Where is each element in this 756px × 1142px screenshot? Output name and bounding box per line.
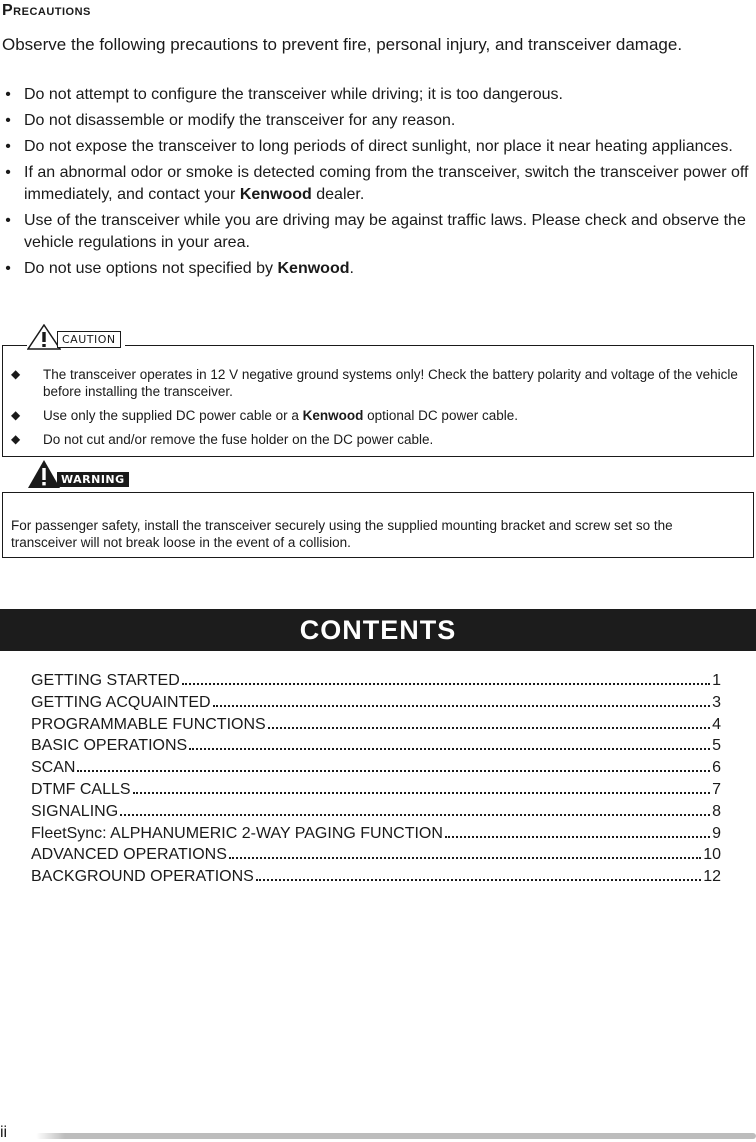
toc-entry-page: 8 xyxy=(712,802,721,820)
toc-entry-page: 9 xyxy=(712,824,721,842)
contents-title: CONTENTS xyxy=(0,609,756,651)
bullet-icon: • xyxy=(5,164,11,181)
toc-entry[interactable] xyxy=(31,844,721,866)
caution-label: CAUTION xyxy=(57,331,121,348)
toc-entry-page: 3 xyxy=(712,693,721,711)
table-of-contents xyxy=(31,670,721,888)
item-text: If an abnormal odor or smoke is detected coming from the transceiver, switch the transceiver power off immediately, and contact your xyxy=(24,164,749,203)
dot-leader xyxy=(445,835,710,838)
toc-entry-title: BASIC OPERATIONS xyxy=(31,737,188,755)
toc-entry-title: SIGNALING xyxy=(31,802,119,820)
bullet-icon: • xyxy=(5,212,11,229)
warning-text: For passenger safety, install the transceiver securely using the supplied mounting bracket and screw set so the transceiver will not break loose in the event of a collision. xyxy=(11,518,673,550)
precautions-heading: Precautions xyxy=(2,2,91,19)
precaution-item xyxy=(2,136,754,158)
item-text: Do not disassemble or modify the transceiver for any reason. xyxy=(24,112,456,129)
brand-name: Kenwood xyxy=(302,408,364,423)
bullet-icon: • xyxy=(5,138,11,155)
toc-entry-title: ADVANCED OPERATIONS xyxy=(31,846,227,864)
exclamation-triangle-icon xyxy=(27,324,61,350)
warning-tag xyxy=(27,463,133,489)
toc-entry[interactable] xyxy=(31,801,721,823)
toc-entry[interactable] xyxy=(31,757,721,779)
item-text: Use only the supplied DC power cable or a xyxy=(43,408,303,423)
bullet-icon: • xyxy=(5,260,11,277)
item-text: Do not expose the transceiver to long periods of direct sunlight, nor place it near heating appliances. xyxy=(24,138,733,155)
page-number: ii xyxy=(0,1124,8,1141)
exclamation-triangle-icon xyxy=(27,459,61,489)
precaution-item xyxy=(2,110,754,132)
toc-entry-page: 1 xyxy=(712,672,721,689)
toc-entry-title: DTMF CALLS xyxy=(31,780,131,798)
dot-leader xyxy=(229,856,701,859)
dot-leader xyxy=(182,682,710,685)
toc-entry[interactable] xyxy=(31,714,721,736)
diamond-bullet-icon: ◆ xyxy=(11,367,21,381)
caution-tag xyxy=(27,324,125,350)
item-text: Use of the transceiver while you are driving may be against traffic laws. Please check and observe the vehicle regulations in your area. xyxy=(24,212,746,251)
dot-leader xyxy=(77,769,710,772)
diamond-bullet-icon: ◆ xyxy=(11,408,21,422)
toc-entry[interactable] xyxy=(31,823,721,845)
item-text: . xyxy=(349,260,354,277)
bullet-icon: • xyxy=(5,86,11,103)
toc-entry[interactable] xyxy=(31,779,721,801)
toc-entry[interactable] xyxy=(31,735,721,757)
toc-entry[interactable] xyxy=(31,670,721,692)
toc-entry-page: 5 xyxy=(712,737,721,755)
dot-leader xyxy=(268,726,710,729)
warning-box xyxy=(2,473,754,558)
precaution-item xyxy=(2,210,754,254)
dot-leader xyxy=(133,791,711,794)
precaution-item xyxy=(2,84,754,106)
toc-entry-title: GETTING ACQUAINTED xyxy=(31,693,211,711)
dot-leader xyxy=(213,704,711,707)
dot-leader xyxy=(256,878,701,881)
item-text: Do not use options not specified by xyxy=(24,260,278,277)
diamond-bullet-icon: ◆ xyxy=(11,432,21,446)
caution-item xyxy=(11,407,745,424)
item-text: The transceiver operates in 12 V negative ground systems only! Check the battery polarity and voltage of the vehicle before installing the transceiver. xyxy=(43,367,738,399)
warning-label: WARNING xyxy=(57,472,129,487)
toc-entry-title: SCAN xyxy=(31,759,76,777)
toc-entry-page: 10 xyxy=(703,846,721,864)
toc-entry-title: GETTING STARTED xyxy=(31,672,180,689)
toc-entry-page: 4 xyxy=(712,715,721,733)
dot-leader xyxy=(120,813,710,816)
toc-entry-page: 12 xyxy=(703,868,721,886)
toc-entry-page: 7 xyxy=(712,780,721,798)
toc-entry-title: PROGRAMMABLE FUNCTIONS xyxy=(31,715,266,733)
toc-entry-page: 6 xyxy=(712,759,721,777)
item-text: optional DC power cable. xyxy=(363,408,518,423)
footer-rule xyxy=(36,1133,756,1139)
caution-item xyxy=(11,431,745,448)
precautions-list xyxy=(2,84,754,284)
bullet-icon: • xyxy=(5,112,11,129)
item-text: Do not cut and/or remove the fuse holder on the DC power cable. xyxy=(43,432,434,447)
toc-entry[interactable] xyxy=(31,692,721,714)
toc-entry-title: FleetSync: ALPHANUMERIC 2-WAY PAGING FUNCTION xyxy=(31,824,443,842)
precautions-intro: Observe the following precautions to prevent fire, personal injury, and transceiver damage. xyxy=(2,35,683,54)
precaution-item xyxy=(2,162,754,206)
item-text: Do not attempt to configure the transceiver while driving; it is too dangerous. xyxy=(24,86,563,103)
caution-list xyxy=(11,366,745,455)
caution-item xyxy=(11,366,745,400)
brand-name: Kenwood xyxy=(277,260,350,277)
dot-leader xyxy=(189,747,710,750)
toc-entry[interactable] xyxy=(31,866,721,888)
brand-name: Kenwood xyxy=(239,186,312,203)
caution-box xyxy=(2,333,754,457)
precaution-item xyxy=(2,258,754,280)
toc-entry-title: BACKGROUND OPERATIONS xyxy=(31,868,254,886)
item-text: dealer. xyxy=(311,186,365,203)
